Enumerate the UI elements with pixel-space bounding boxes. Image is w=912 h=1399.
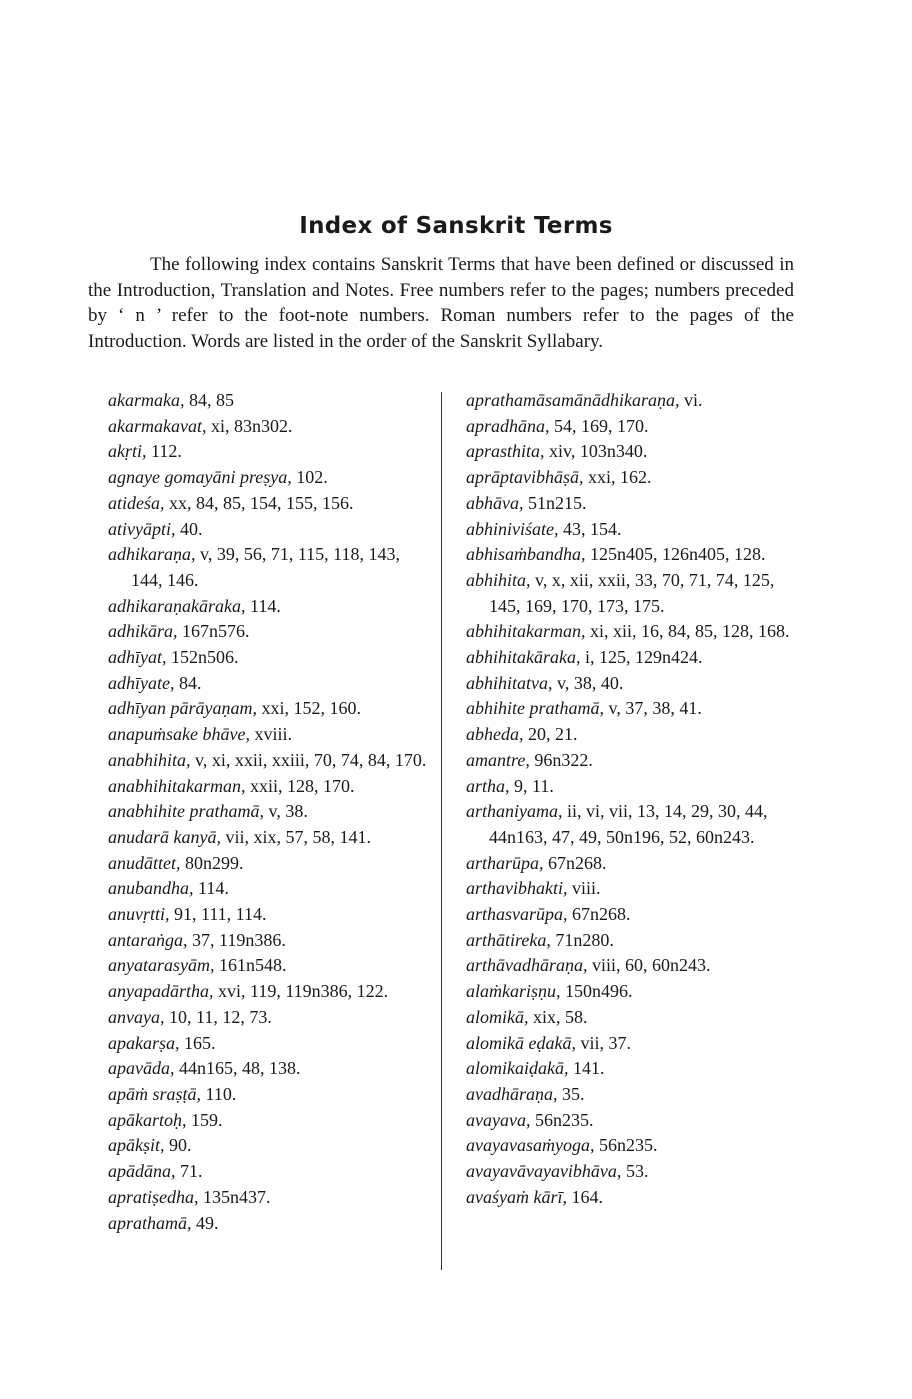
- index-entry: [108, 491, 434, 517]
- index-term: apradhāna,: [466, 415, 550, 436]
- index-term: atideśa,: [108, 492, 165, 513]
- index-term: adhīyat,: [108, 647, 167, 668]
- index-entry: [108, 902, 434, 928]
- index-term: anudarā kanyā,: [108, 826, 221, 847]
- index-entry: [108, 876, 434, 902]
- index-term: abhāva,: [466, 492, 524, 513]
- index-term: agnaye gomayāni preṣya,: [108, 467, 292, 488]
- index-page-refs: 56n235.: [598, 1135, 658, 1156]
- index-term: antaraṅga,: [108, 929, 188, 950]
- index-page-refs: xx, 84, 85, 154, 155, 156.: [169, 492, 354, 513]
- index-entry: [466, 645, 796, 671]
- index-page-refs: vii, 37.: [580, 1032, 631, 1053]
- index-term: akṛti,: [108, 441, 147, 462]
- index-page-refs: vi.: [684, 390, 703, 410]
- index-term: apādāna,: [108, 1161, 176, 1182]
- index-entry: [466, 876, 796, 902]
- index-term: artharūpa,: [466, 852, 544, 873]
- index-page-refs: 150n496.: [565, 981, 633, 1002]
- index-entry: [466, 1159, 796, 1185]
- index-page-refs: xi, xii, 16, 84, 85, 128, 168.: [590, 621, 790, 642]
- index-entry: [466, 722, 796, 748]
- index-term: abhihita,: [466, 569, 531, 590]
- index-page-refs: 91, 111, 114.: [174, 904, 267, 925]
- index-term: apakarṣa,: [108, 1032, 180, 1053]
- index-entry: [108, 465, 434, 491]
- index-term: anyapadārtha,: [108, 981, 214, 1002]
- index-entry: [108, 1031, 434, 1057]
- index-term: alomikā eḍakā,: [466, 1032, 576, 1053]
- index-entry: [466, 928, 796, 954]
- index-term: alomikā,: [466, 1006, 529, 1027]
- intro-paragraph: The following index contains Sanskrit Terms that have been defined or discussed in the Introduction, Translation and Notes. Free numbers refer to the pages; numbers preceded by ‘ n ’ refer to the foot-note numbers. Roman numbers refer to the pages of the Introduction. Words are listed in the order of the Sanskrit Syllabary.: [88, 254, 794, 352]
- index-page-refs: 90.: [169, 1135, 192, 1156]
- index-term: aprāptavibhāṣā,: [466, 467, 584, 488]
- index-page-refs: 54, 169, 170.: [554, 415, 649, 436]
- index-page-refs: 49.: [196, 1212, 219, 1233]
- index-entry: [466, 671, 796, 697]
- index-entry: [466, 1031, 796, 1057]
- index-page-refs: xxii, 128, 170.: [250, 775, 355, 796]
- index-term: apākṣit,: [108, 1135, 165, 1156]
- index-term: adhīyan pārāyaṇam,: [108, 698, 257, 719]
- index-page-refs: 152n506.: [171, 647, 239, 668]
- index-entry: [108, 1211, 434, 1237]
- index-term: adhikaraṇakāraka,: [108, 595, 246, 616]
- index-page-refs: v, 37, 38, 41.: [608, 698, 702, 719]
- index-column-right: [466, 388, 796, 1211]
- index-page-refs: xi, 83n302.: [210, 415, 293, 436]
- index-term: anubandha,: [108, 878, 194, 899]
- index-entry: [108, 953, 434, 979]
- index-page-refs: vii, xix, 57, 58, 141.: [225, 826, 371, 847]
- index-page-refs: viii.: [572, 878, 601, 899]
- index-entry: [108, 414, 434, 440]
- index-page-refs: i, 125, 129n424.: [585, 647, 703, 668]
- index-page-refs: 67n268.: [572, 904, 631, 925]
- index-term: avaśyaṁ kārī,: [466, 1186, 567, 1207]
- index-entry: [466, 439, 796, 465]
- index-entry: [108, 928, 434, 954]
- index-entry: [108, 696, 434, 722]
- index-page-refs: v, xi, xxii, xxiii, 70, 74, 84, 170.: [195, 749, 427, 770]
- index-entry: [466, 799, 796, 850]
- index-entry: [466, 1108, 796, 1134]
- index-entry: [466, 465, 796, 491]
- index-page-refs: 161n548.: [219, 955, 287, 976]
- index-term: anuvṛtti,: [108, 904, 170, 925]
- index-entry: [108, 1082, 434, 1108]
- index-page-refs: 71n280.: [555, 929, 614, 950]
- index-term: apratiṣedha,: [108, 1186, 199, 1207]
- index-term: aprathamāsamānādhikaraṇa,: [466, 390, 680, 410]
- index-column-left: [108, 388, 434, 1236]
- index-term: alomikaiḍakā,: [466, 1058, 569, 1079]
- column-divider: [441, 392, 442, 1270]
- index-page-refs: v, 38, 40.: [557, 672, 624, 693]
- index-entry: [108, 1056, 434, 1082]
- index-page-refs: 141.: [572, 1058, 605, 1079]
- index-term: abhihitakāraka,: [466, 647, 581, 668]
- index-term: arthavibhakti,: [466, 878, 568, 899]
- index-term: avadhāraṇa,: [466, 1083, 558, 1104]
- index-page-refs: 114.: [249, 595, 281, 616]
- index-term: apavāda,: [108, 1058, 175, 1079]
- index-term: anabhihita,: [108, 749, 191, 770]
- index-page-refs: 10, 11, 12, 73.: [168, 1006, 272, 1027]
- index-page-refs: xiv, 103n340.: [549, 441, 648, 462]
- index-entry: [466, 491, 796, 517]
- index-entry: [466, 1185, 796, 1211]
- index-page-refs: xxi, 162.: [588, 467, 652, 488]
- index-entry: [466, 902, 796, 928]
- index-page-refs: 44n165, 48, 138.: [179, 1058, 301, 1079]
- index-entry: [108, 799, 434, 825]
- index-term: arthātireka,: [466, 929, 551, 950]
- index-term: avayavasaṁyoga,: [466, 1135, 595, 1156]
- index-page-refs: 56n235.: [534, 1109, 594, 1130]
- index-entry: [108, 671, 434, 697]
- index-term: adhikaraṇa,: [108, 544, 196, 565]
- index-entry: [108, 851, 434, 877]
- index-term: amantre,: [466, 749, 530, 770]
- index-entry: [108, 594, 434, 620]
- index-entry: [108, 1005, 434, 1031]
- index-page-refs: 96n322.: [534, 749, 593, 770]
- index-entry: [466, 1005, 796, 1031]
- index-term: apākartoḥ,: [108, 1109, 187, 1130]
- index-page-refs: 84, 85: [188, 390, 234, 410]
- index-term: akarmaka,: [108, 390, 185, 410]
- index-term: apāṁ sraṣṭā,: [108, 1083, 202, 1104]
- index-entry: [466, 414, 796, 440]
- index-term: anabhihitakarman,: [108, 775, 246, 796]
- index-page-refs: xviii.: [254, 724, 292, 745]
- index-entry: [466, 1056, 796, 1082]
- index-page-refs: viii, 60, 60n243.: [592, 955, 711, 976]
- index-entry: [466, 568, 796, 619]
- index-term: ativyāpti,: [108, 518, 176, 539]
- index-term: akarmakavat,: [108, 415, 207, 436]
- index-term: anudāttet,: [108, 852, 181, 873]
- index-page-refs: v, 39, 56, 71, 115, 118, 143, 144, 146.: [131, 544, 400, 590]
- index-term: anabhihite prathamā,: [108, 801, 264, 822]
- index-term: adhikāra,: [108, 621, 178, 642]
- index-entry: [108, 388, 434, 414]
- index-page-refs: 51n215.: [528, 492, 587, 513]
- index-page-refs: 165.: [184, 1032, 216, 1053]
- page-title: Index of Sanskrit Terms: [299, 213, 613, 240]
- index-page-refs: ii, vi, vii, 13, 14, 29, 30, 44, 44n163, 47, 49, 50n196, 52, 60n243.: [489, 801, 768, 847]
- index-page-refs: 84.: [178, 672, 202, 693]
- index-term: abhiniviśate,: [466, 518, 559, 539]
- index-term: avayavāvayavibhāva,: [466, 1161, 622, 1182]
- index-term: abhihitatva,: [466, 672, 553, 693]
- index-term: arthasvarūpa,: [466, 904, 568, 925]
- index-entry: [466, 953, 796, 979]
- index-term: aprasthita,: [466, 441, 545, 462]
- index-entry: [108, 645, 434, 671]
- index-entry: [466, 517, 796, 543]
- index-page-refs: 110.: [205, 1083, 237, 1104]
- index-page-refs: 135n437.: [203, 1186, 271, 1207]
- index-page-refs: 35.: [562, 1083, 585, 1104]
- index-page-refs: 164.: [571, 1186, 603, 1207]
- index-entry: [108, 619, 434, 645]
- index-entry: [108, 517, 434, 543]
- index-entry: [466, 774, 796, 800]
- index-entry: [466, 696, 796, 722]
- index-term: abheda,: [466, 724, 524, 745]
- index-entry: [108, 1185, 434, 1211]
- index-term: adhīyate,: [108, 672, 175, 693]
- index-term: anapuṁsake bhāve,: [108, 724, 250, 745]
- index-page-refs: 37, 119n386.: [192, 929, 286, 950]
- index-entry: [466, 851, 796, 877]
- index-term: abhisaṁbandha,: [466, 544, 586, 565]
- index-term: anyatarasyām,: [108, 955, 215, 976]
- index-entry: [108, 774, 434, 800]
- index-term: anvaya,: [108, 1006, 165, 1027]
- index-entry: [108, 825, 434, 851]
- index-entry: [466, 1133, 796, 1159]
- index-page-refs: xix, 58.: [533, 1006, 588, 1027]
- index-page-refs: 40.: [179, 518, 203, 539]
- index-term: abhihite prathamā,: [466, 698, 604, 719]
- index-page-refs: v, 38.: [268, 801, 308, 822]
- index-entry: [466, 388, 796, 414]
- index-term: alaṁkariṣṇu,: [466, 981, 561, 1002]
- index-term: avayava,: [466, 1109, 531, 1130]
- index-page-refs: 9, 11.: [514, 775, 554, 796]
- index-entry: [108, 542, 434, 593]
- index-entry: [108, 748, 434, 774]
- index-page-refs: 112.: [151, 441, 182, 462]
- index-entry: [466, 979, 796, 1005]
- index-page-refs: 53.: [625, 1161, 649, 1182]
- index-entry: [108, 979, 434, 1005]
- index-term: artha,: [466, 775, 510, 796]
- index-entry: [108, 1133, 434, 1159]
- index-page-refs: 43, 154.: [563, 518, 622, 539]
- index-page-refs: 102.: [296, 467, 328, 488]
- index-page-refs: 80n299.: [185, 852, 244, 873]
- index-entry: [108, 1159, 434, 1185]
- index-entry: [466, 1082, 796, 1108]
- index-entry: [466, 542, 796, 568]
- index-page-refs: 167n576.: [182, 621, 250, 642]
- index-page-refs: xvi, 119, 119n386, 122.: [218, 981, 389, 1002]
- index-page-refs: 67n268.: [548, 852, 607, 873]
- index-term: arthaniyama,: [466, 801, 563, 822]
- index-entry: [466, 619, 796, 645]
- index-page-refs: v, x, xii, xxii, 33, 70, 71, 74, 125, 145, 169, 170, 173, 175.: [489, 569, 775, 616]
- index-page-refs: 71.: [180, 1161, 203, 1182]
- index-term: aprathamā,: [108, 1212, 192, 1233]
- index-term: arthāvadhāraṇa,: [466, 955, 588, 976]
- index-page-refs: 20, 21.: [528, 724, 578, 745]
- index-page-refs: 159.: [191, 1109, 223, 1130]
- index-entry: [466, 748, 796, 774]
- index-page-refs: xxi, 152, 160.: [261, 698, 361, 719]
- index-page-refs: 125n405, 126n405, 128.: [590, 544, 766, 565]
- index-term: abhihitakarman,: [466, 621, 586, 642]
- index-entry: [108, 722, 434, 748]
- index-page-refs: 114.: [198, 878, 229, 899]
- index-entry: [108, 439, 434, 465]
- index-entry: [108, 1108, 434, 1134]
